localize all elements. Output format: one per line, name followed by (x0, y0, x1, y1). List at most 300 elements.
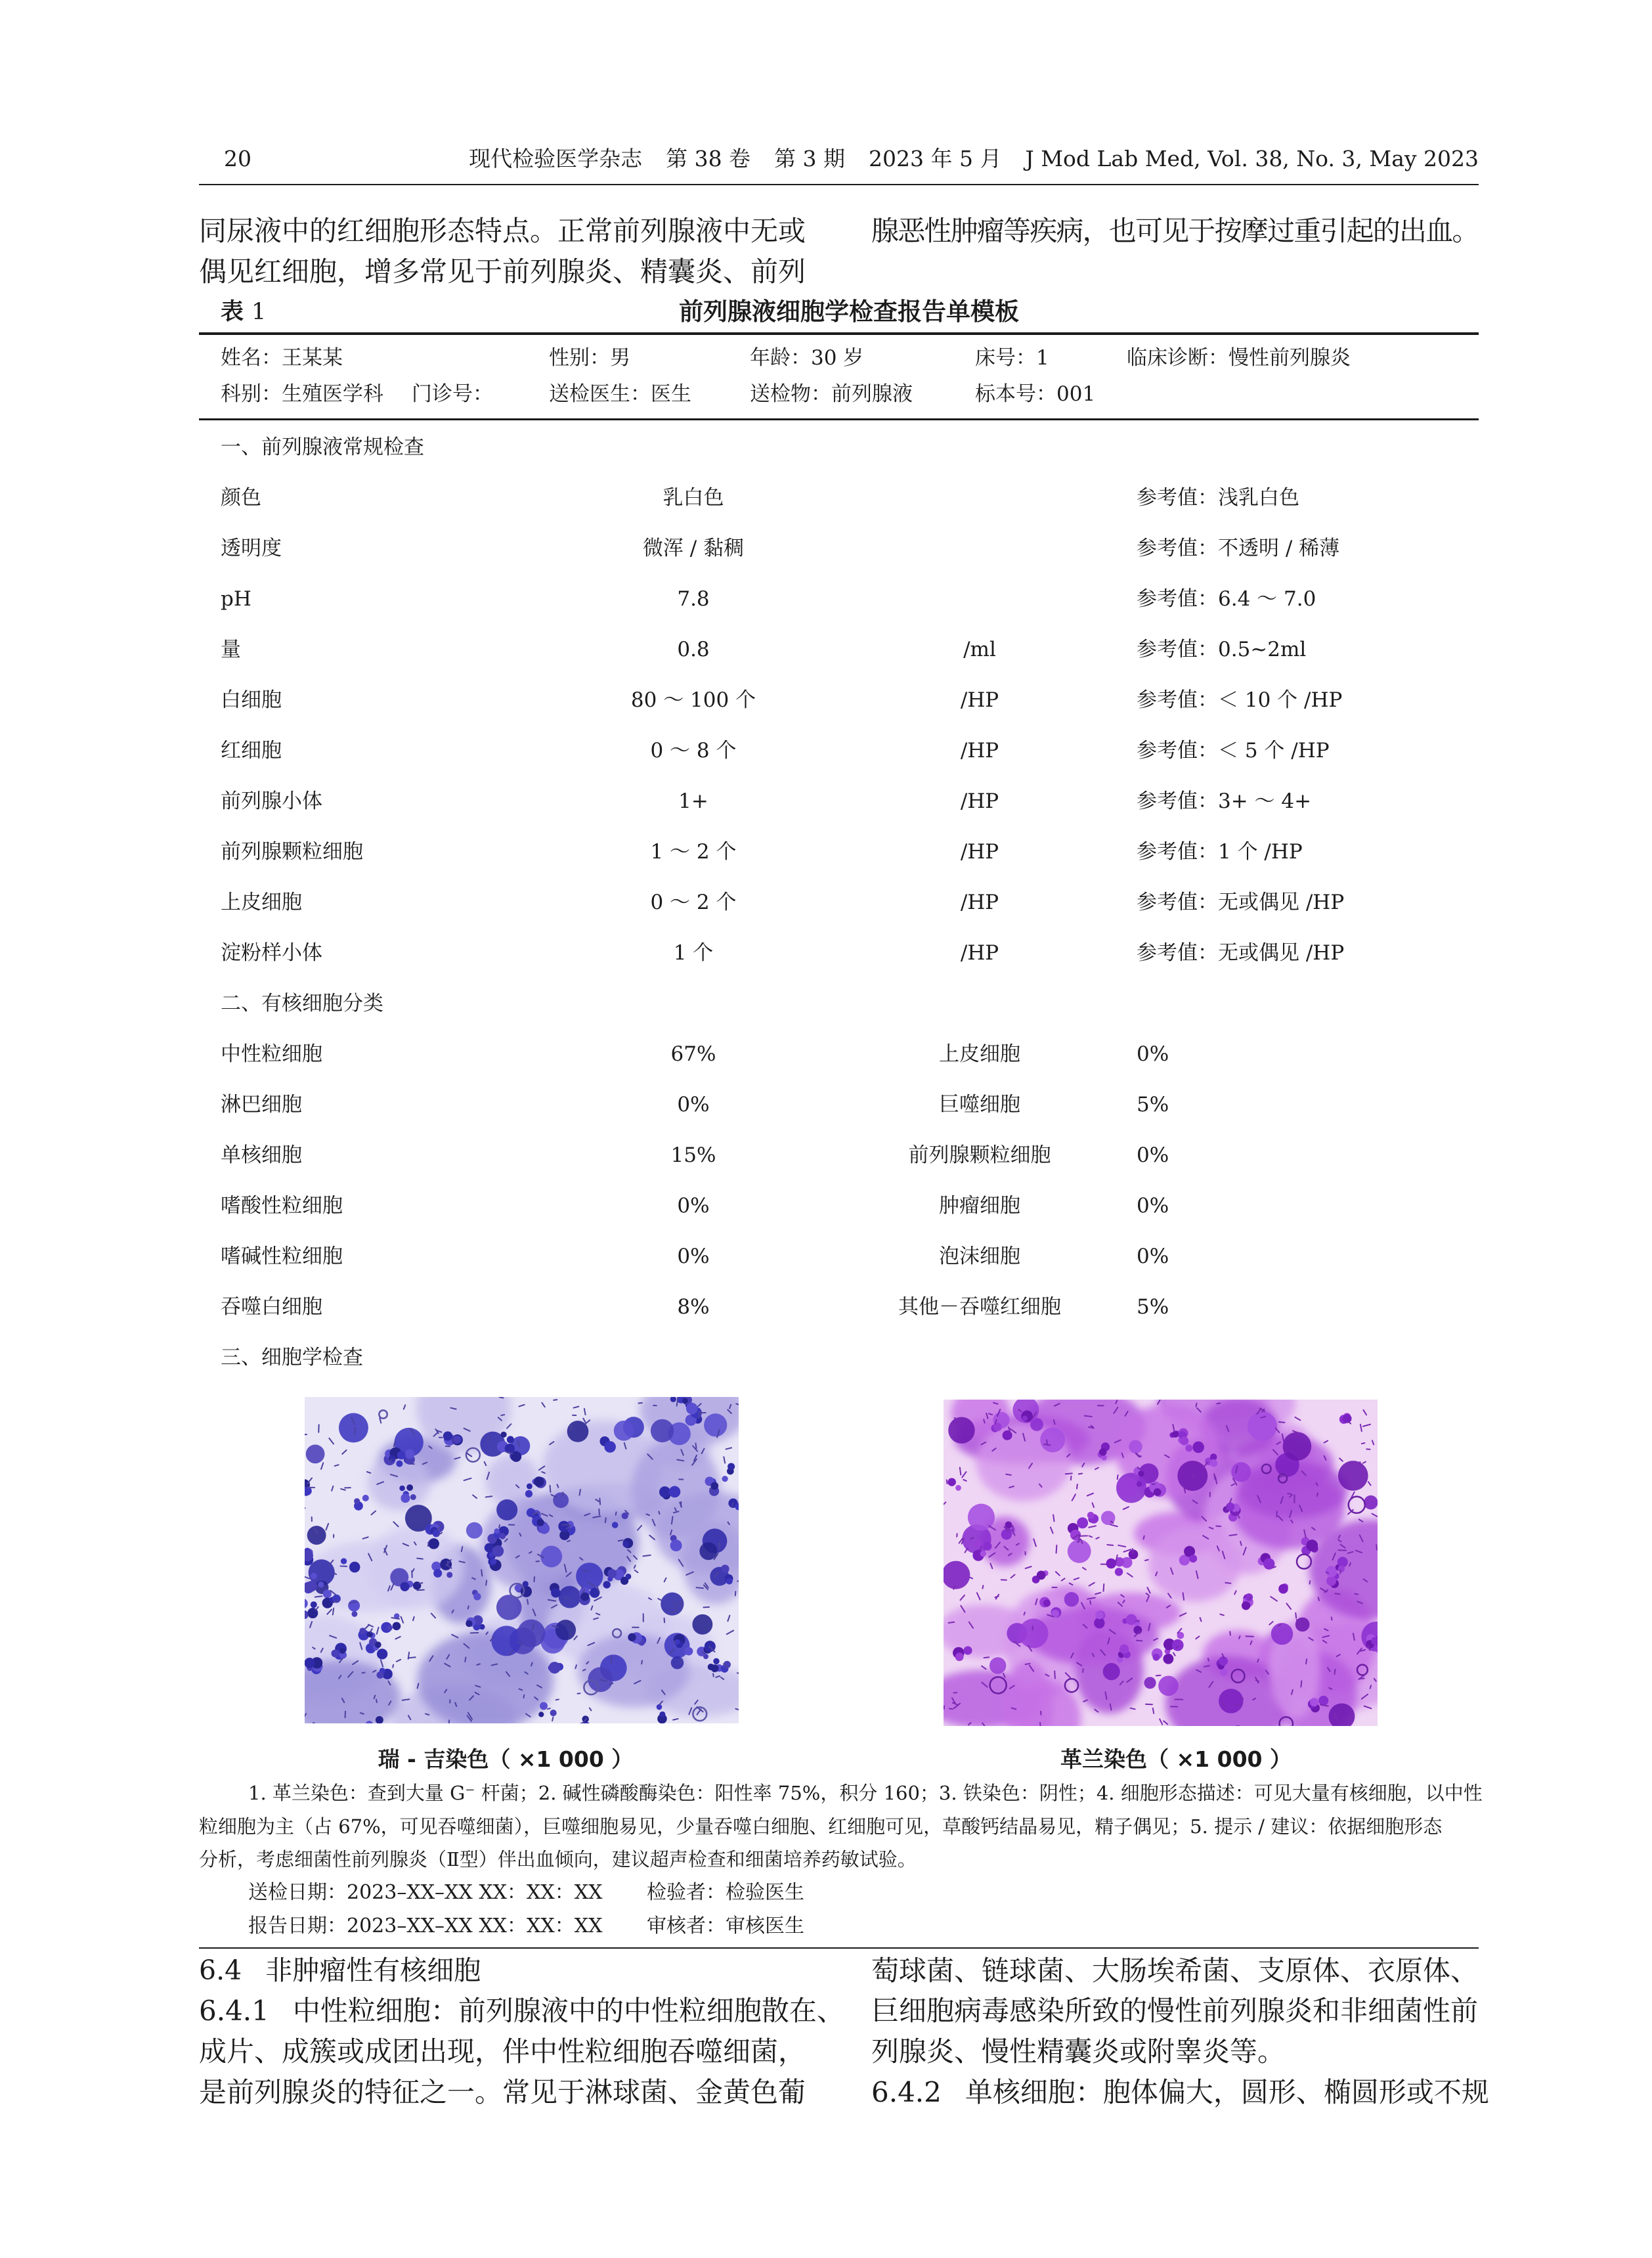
neutrophil-lobe (1306, 1539, 1318, 1551)
bacterium (1317, 1493, 1318, 1496)
neutrophil-lobe (983, 1542, 991, 1551)
neutrophil-lobe (1189, 1555, 1197, 1562)
routine-item: 颜色 (221, 486, 261, 510)
cell-type-secondary: 前列腺颗粒细胞 (908, 1143, 1051, 1167)
neutrophil-lobe (494, 1528, 500, 1534)
neutrophil-lobe (473, 1593, 481, 1600)
cell-nucleus (555, 1620, 576, 1640)
patient-age: 年龄：30 岁 (750, 346, 864, 370)
bacterium (732, 1503, 733, 1506)
bacterium (1012, 1526, 1013, 1532)
bacterium (1079, 1473, 1082, 1474)
cell-percentage-secondary: 0% (1137, 1245, 1169, 1268)
bacterium (605, 1518, 606, 1522)
bacterium (550, 1486, 551, 1492)
patient-name: 姓名：王某某 (221, 346, 343, 370)
neutrophil-lobe (625, 1574, 631, 1580)
bacterium (333, 1608, 334, 1615)
bacterium (1347, 1480, 1348, 1485)
neutrophil-lobe (500, 1533, 506, 1539)
cell-nucleus (1338, 1461, 1368, 1491)
routine-row (221, 776, 1479, 827)
bacterium (735, 1591, 736, 1595)
routine-item: 淀粉样小体 (221, 941, 322, 965)
body-left-line: 成片、成簇或成团出现，伴中性粒细胞吞噬细菌， (199, 2035, 806, 2068)
cell-nucleus (466, 1522, 483, 1539)
neutrophil-lobe (1021, 1411, 1033, 1423)
neutrophil-lobe (628, 1633, 636, 1641)
routine-reference: 参考值：＜ 5 个 /HP (1137, 739, 1330, 763)
cell-percentage-secondary: 5% (1137, 1295, 1169, 1319)
bacterium (713, 1673, 714, 1676)
neutrophil-lobe (538, 1712, 544, 1717)
neutrophil-lobe (1126, 1614, 1137, 1626)
bacterium (1056, 1545, 1057, 1553)
cell-type: 淋巴细胞 (221, 1093, 302, 1117)
neutrophil-lobe (397, 1451, 406, 1459)
cell-percentage-secondary: 5% (1137, 1093, 1169, 1117)
routine-row (221, 675, 1479, 726)
submit-date: 送检日期：2023–XX–XX XX：XX：XX (248, 1881, 603, 1904)
routine-row (221, 928, 1479, 979)
neutrophil-lobe (955, 1652, 964, 1661)
bacterium (719, 1543, 720, 1549)
neutrophil-lobe (428, 1538, 439, 1549)
bacterium (949, 1622, 955, 1623)
neutrophil-lobe (527, 1483, 533, 1489)
neutrophil-lobe (399, 1486, 405, 1492)
routine-unit: /HP (960, 941, 999, 965)
routine-value: 1 个 (673, 941, 714, 965)
subsection-text: 中性粒细胞：前列腺液中的中性粒细胞散在、 (292, 1995, 844, 2027)
cell-percentage: 0% (677, 1093, 710, 1117)
cell-nucleus (989, 1657, 1006, 1673)
neutrophil-lobe (980, 1551, 986, 1557)
neutrophil-lobe (433, 1530, 440, 1537)
patient-sex: 性别：男 (549, 346, 630, 370)
bacterium (486, 1496, 492, 1497)
neutrophil-lobe (710, 1482, 718, 1490)
cell-nucleus (1040, 1427, 1065, 1452)
neutrophil-lobe (413, 1582, 421, 1589)
neutrophil-lobe (443, 1431, 452, 1440)
nucleated-row (221, 1080, 1479, 1130)
cell-nucleus (1283, 1432, 1312, 1461)
routine-item: pH (221, 587, 251, 611)
cell-percentage-secondary: 0% (1137, 1042, 1169, 1066)
neutrophil-lobe (1037, 1571, 1046, 1580)
bacterium (1053, 1515, 1054, 1521)
bacterium (619, 1540, 623, 1541)
bacterium (695, 1444, 696, 1449)
cell-nucleus (671, 1656, 684, 1669)
cell-nucleus (553, 1492, 569, 1508)
bacterium (1193, 1473, 1194, 1478)
routine-value: 0.8 (677, 638, 710, 661)
table-label (221, 298, 266, 326)
cell-nucleus (1019, 1619, 1049, 1649)
routine-unit: /HP (960, 789, 999, 813)
routine-item: 透明度 (221, 537, 282, 560)
section-6-4-heading (199, 1955, 481, 1987)
wright-giemsa-micrograph (305, 1397, 739, 1723)
examiner: 检验者：检验医生 (647, 1881, 804, 1904)
routine-unit: /HP (960, 840, 999, 864)
neutrophil-lobe (955, 1485, 961, 1491)
bacterium (1066, 1473, 1072, 1474)
journal-issue: 第 3 期 (774, 146, 846, 171)
bacterium (315, 1596, 322, 1597)
cell-nucleus (496, 1595, 522, 1620)
gram-stain-caption: 革兰染色（ ×1 000 ） (1060, 1746, 1292, 1772)
neutrophil-lobe (1043, 1599, 1051, 1606)
routine-heading: 一、前列腺液常规检查 (221, 435, 424, 459)
routine-item: 白细胞 (221, 688, 282, 712)
neutrophil-lobe (362, 1495, 369, 1501)
body-left-line: 同尿液中的红细胞形态特点。正常前列腺液中无或 (199, 215, 806, 247)
cell-nucleus (306, 1445, 325, 1464)
routine-reference: 参考值：无或偶见 /HP (1137, 891, 1345, 914)
bacterium (548, 1708, 550, 1709)
neutrophil-lobe (311, 1573, 317, 1580)
routine-reference: 参考值：0.5~2ml (1137, 638, 1307, 661)
section-heading (221, 979, 1479, 1029)
routine-reference: 参考值：6.4 ～ 7.0 (1137, 587, 1316, 611)
cell-percentage-secondary: 0% (1137, 1143, 1169, 1167)
bacterium (1054, 1671, 1055, 1678)
neutrophil-lobe (349, 1562, 360, 1573)
neutrophil-lobe (659, 1486, 670, 1497)
bacterium (1071, 1476, 1072, 1480)
neutrophil-lobe (446, 1572, 452, 1578)
bacterium (1310, 1581, 1311, 1583)
table-title: 前列腺液细胞学检查报告单模板 (679, 298, 1019, 326)
cell-type: 中性粒细胞 (221, 1042, 322, 1066)
neutrophil-lobe (1172, 1639, 1184, 1651)
patient-bed: 床号：1 (975, 346, 1049, 370)
neutrophil-lobe (1242, 1601, 1250, 1610)
cell-percentage: 15% (670, 1143, 716, 1167)
cell-nucleus (307, 1526, 326, 1545)
neutrophil-lobe (540, 1702, 548, 1710)
report-date: 报告日期：2023–XX–XX XX：XX：XX (248, 1915, 603, 1937)
cell-nucleus (339, 1413, 368, 1442)
neutrophil-lobe (604, 1441, 616, 1453)
header-rule (199, 184, 1479, 185)
wright-giemsa-caption: 瑞 - 吉染色（ ×1 000 ） (378, 1746, 634, 1772)
bacterium (983, 1585, 984, 1588)
neutrophil-lobe (551, 1588, 560, 1597)
cell-type-secondary: 巨噬细胞 (939, 1093, 1020, 1117)
bacterium (697, 1587, 703, 1588)
bacterium (1318, 1597, 1319, 1601)
cell-nucleus (517, 1620, 546, 1648)
bacterium (1355, 1594, 1358, 1595)
neutrophil-lobe (1343, 1414, 1352, 1423)
cell-type: 单核细胞 (221, 1143, 302, 1167)
bacterium (581, 1586, 582, 1589)
bacterium (1295, 1613, 1296, 1618)
neutrophil-lobe (527, 1508, 536, 1517)
table-label-char: 表 (221, 299, 244, 325)
bacterium (641, 1660, 642, 1664)
neutrophil-lobe (433, 1569, 442, 1578)
cell-type: 嗜酸性粒细胞 (221, 1194, 343, 1218)
section-heading (221, 1333, 1479, 1383)
cell-nucleus (1117, 1476, 1138, 1497)
body-right-line: 列腺炎、慢性精囊炎或附睾炎等。 (871, 2035, 1286, 2068)
neutrophil-lobe (452, 1436, 461, 1444)
neutrophil-lobe (1106, 1559, 1116, 1568)
neutrophil-lobe (685, 1647, 693, 1656)
routine-reference: 参考值：浅乳白色 (1137, 486, 1299, 510)
subsection-number: 6.4.2 (871, 2076, 942, 2108)
routine-item: 红细胞 (221, 739, 282, 763)
cytology-heading: 三、细胞学检查 (221, 1346, 363, 1369)
routine-row (221, 574, 1479, 625)
specimen-number: 标本号：001 (975, 382, 1096, 406)
routine-row (221, 726, 1479, 776)
bacterium (1145, 1560, 1148, 1561)
bacterium (1359, 1678, 1364, 1679)
neutrophil-lobe (1172, 1431, 1179, 1438)
bacterium (468, 1606, 469, 1608)
bacterium (465, 1657, 466, 1662)
cell-nucleus (699, 1542, 717, 1560)
body-right-line: 巨细胞病毒感染所致的慢性前列腺炎和非细菌性前 (871, 1995, 1479, 2027)
neutrophil-lobe (711, 1664, 719, 1672)
bacterium (486, 1580, 487, 1585)
bacterium (527, 1599, 528, 1604)
bacterium (1370, 1685, 1371, 1689)
cell-percentage-secondary: 0% (1137, 1194, 1169, 1218)
neutrophil-lobe (387, 1625, 393, 1631)
neutrophil-lobe (1115, 1568, 1123, 1576)
neutrophil-lobe (536, 1519, 544, 1526)
cell-type-secondary: 肿瘤细胞 (939, 1194, 1020, 1218)
report-table-body (221, 422, 1479, 1383)
cell-nucleus (1158, 1675, 1179, 1696)
bacterium (1085, 1416, 1092, 1417)
neutrophil-lobe (670, 1539, 682, 1551)
cell-nucleus (496, 1499, 517, 1520)
bacterium (1335, 1593, 1339, 1594)
reviewer: 审核者：审核医生 (647, 1915, 804, 1937)
bacterium (1090, 1601, 1091, 1604)
neutrophil-lobe (1087, 1512, 1095, 1519)
routine-row (221, 827, 1479, 877)
neutrophil-lobe (558, 1521, 569, 1532)
routine-row (221, 877, 1479, 928)
neutrophil-lobe (375, 1641, 381, 1648)
neutrophil-lobe (377, 1671, 384, 1679)
neutrophil-lobe (305, 1658, 315, 1668)
cell-cytoplasm (1148, 1528, 1241, 1602)
cell-nucleus (1064, 1592, 1079, 1606)
neutrophil-lobe (406, 1484, 413, 1491)
bacterium (552, 1717, 553, 1721)
cell-nucleus (1271, 1623, 1293, 1645)
routine-unit: /ml (963, 638, 996, 661)
neutrophil-lobe (963, 1646, 972, 1654)
neutrophil-lobe (659, 1712, 665, 1717)
neutrophil-lobe (1338, 1566, 1345, 1572)
bacterium (1006, 1474, 1011, 1475)
cell-nucleus (1364, 1495, 1378, 1510)
neutrophil-lobe (1138, 1471, 1144, 1476)
subsection-number: 6.4.1 (199, 1995, 269, 2027)
neutrophil-lobe (1154, 1488, 1162, 1496)
routine-value: 7.8 (677, 587, 710, 611)
neutrophil-lobe (1137, 1482, 1142, 1487)
neutrophil-lobe (492, 1545, 504, 1557)
neutrophil-lobe (1094, 1618, 1104, 1628)
cell-type-secondary: 其他－吞噬红细胞 (898, 1295, 1061, 1319)
bacterium (556, 1699, 559, 1700)
neutrophil-lobe (603, 1581, 610, 1588)
bacterium (1156, 1675, 1161, 1676)
neutrophil-lobe (1310, 1698, 1318, 1706)
neutrophil-lobe (490, 1559, 496, 1564)
cell-nucleus (651, 1419, 674, 1442)
body-right-line: 萄球菌、链球菌、大肠埃希菌、支原体、衣原体、 (871, 1955, 1479, 1987)
neutrophil-lobe (1077, 1517, 1088, 1528)
neutrophil-lobe (722, 1476, 728, 1482)
cell-percentage: 0% (677, 1194, 710, 1218)
cell-nucleus (1144, 1677, 1156, 1689)
neutrophil-lobe (1119, 1645, 1129, 1654)
bacterium (376, 1700, 377, 1702)
neutrophil-lobe (607, 1569, 617, 1578)
neutrophil-lobe (1245, 1593, 1253, 1601)
bacterium (1335, 1670, 1336, 1674)
cell-nucleus (1103, 1663, 1120, 1680)
referring-doctor: 送检医生：医生 (549, 382, 691, 406)
neutrophil-lobe (501, 1432, 507, 1438)
cell-nucleus (559, 1586, 581, 1608)
cell-percentage: 0% (677, 1245, 710, 1268)
bacterium (1306, 1659, 1307, 1664)
nucleated-row (221, 1231, 1479, 1282)
neutrophil-lobe (713, 1658, 719, 1664)
bacterium (616, 1512, 617, 1515)
bacterium (1143, 1536, 1144, 1539)
nucleated-heading: 二、有核细胞分类 (221, 992, 383, 1015)
routine-row (221, 523, 1479, 574)
neutrophil-lobe (1278, 1584, 1288, 1594)
bacterium (1153, 1708, 1154, 1714)
routine-row (221, 625, 1479, 675)
neutrophil-lobe (331, 1650, 339, 1658)
neutrophil-lobe (410, 1494, 416, 1500)
cell-nucleus (1219, 1689, 1243, 1713)
wright-giemsa-micrograph-canvas (305, 1397, 739, 1723)
department: 科别：生殖医学科 (221, 382, 383, 406)
neutrophil-lobe (400, 1582, 409, 1591)
cell-type: 嗜碱性粒细胞 (221, 1245, 343, 1268)
routine-value: 微浑 / 黏稠 (642, 537, 745, 560)
journal-name-cn: 现代检验医学杂志 (469, 146, 643, 171)
bacterium (949, 1709, 953, 1710)
page-number: 20 (224, 146, 251, 171)
journal-volume: 第 38 卷 (666, 146, 751, 171)
journal-name-en: J Mod Lab Med, Vol. 38, No. 3, May 2023 (1025, 146, 1479, 171)
neutrophil-lobe (466, 1620, 472, 1627)
body-right-line (871, 2076, 1489, 2109)
bacterium (577, 1693, 580, 1694)
journal-date: 2023 年 5 月 (869, 146, 1002, 171)
cell-nucleus (692, 1614, 712, 1635)
outpatient-number: 门诊号： (412, 382, 493, 406)
neutrophil-lobe (682, 1398, 688, 1404)
cell-nucleus (1295, 1618, 1310, 1632)
cell-nucleus (1248, 1411, 1277, 1441)
neutrophil-lobe (1163, 1654, 1173, 1664)
bacterium (1024, 1612, 1025, 1615)
neutrophil-lobe (311, 1601, 317, 1608)
routine-value: 1 ～ 2 个 (650, 840, 737, 864)
routine-row (221, 473, 1479, 523)
routine-value: 80 ～ 100 个 (630, 688, 756, 712)
nucleated-row (221, 1029, 1479, 1080)
neutrophil-lobe (1001, 1529, 1012, 1539)
cell-nucleus (491, 1626, 521, 1656)
bacterium (1376, 1545, 1377, 1549)
neutrophil-lobe (318, 1582, 324, 1587)
neutrophil-lobe (339, 1648, 345, 1654)
body-right-line: 腺恶性肿瘤等疾病，也可见于按摩过重引起的出血。 (871, 215, 1479, 247)
neutrophil-lobe (1153, 1654, 1160, 1661)
nucleated-row (221, 1282, 1479, 1333)
cell-nucleus (1068, 1539, 1091, 1563)
routine-unit: /HP (960, 891, 999, 914)
routine-reference: 参考值：无或偶见 /HP (1137, 941, 1345, 965)
bacterium (488, 1436, 489, 1442)
body-left-line: 是前列腺炎的特征之一。常见于淋球菌、金黄色葡 (199, 2076, 806, 2108)
routine-value: 0 ～ 2 个 (650, 891, 737, 914)
routine-value: 1+ (678, 789, 708, 813)
routine-unit: /HP (960, 739, 999, 763)
bacterium (499, 1397, 503, 1398)
neutrophil-lobe (351, 1611, 357, 1617)
neutrophil-lobe (721, 1564, 729, 1573)
bacterium (1040, 1723, 1041, 1726)
cytology-note-line: 1. 革兰染色：查到大量 G⁻ 杆菌；2. 碱性磷酸酶染色：阳性率 75%，积分 160；3. 铁染色：阴性；4. 细胞形态描述：可见大量有核细胞，以中性 (248, 1782, 1483, 1804)
cell-type-secondary: 泡沫细胞 (939, 1245, 1020, 1268)
neutrophil-lobe (669, 1486, 681, 1498)
cell-nucleus (704, 1413, 727, 1436)
cell-nucleus (1129, 1440, 1142, 1453)
bacterium (477, 1664, 480, 1665)
specimen-type: 送检物：前列腺液 (750, 382, 913, 406)
neutrophil-lobe (1326, 1576, 1336, 1586)
neutrophil-lobe (1095, 1611, 1104, 1620)
bacterium (984, 1657, 989, 1658)
neutrophil-lobe (657, 1704, 663, 1710)
body-left-line (199, 1995, 844, 2027)
bacterium (1217, 1403, 1220, 1404)
bacterium (583, 1570, 589, 1571)
cell-nucleus (614, 1421, 634, 1441)
cytology-note-line: 分析，考虑细菌性前列腺炎（Ⅱ型）伴出血倾向，建议超声检查和细菌培养药敏试验。 (199, 1848, 917, 1871)
neutrophil-lobe (393, 1622, 401, 1631)
gram-stain-micrograph-canvas (944, 1400, 1378, 1726)
bacterium (1279, 1422, 1285, 1423)
routine-item: 前列腺小体 (221, 789, 322, 813)
cytology-note-line: 粒细胞为主（占 67%，可见吞噬细菌），巨噬细胞易见，少量吞噬白细胞、红细胞可见，草酸钙结晶易见，精子偶见；5. 提示 / 建议：依据细胞形态 (199, 1815, 1443, 1838)
neutrophil-lobe (354, 1498, 360, 1504)
table-bottom-rule (199, 1947, 1479, 1949)
